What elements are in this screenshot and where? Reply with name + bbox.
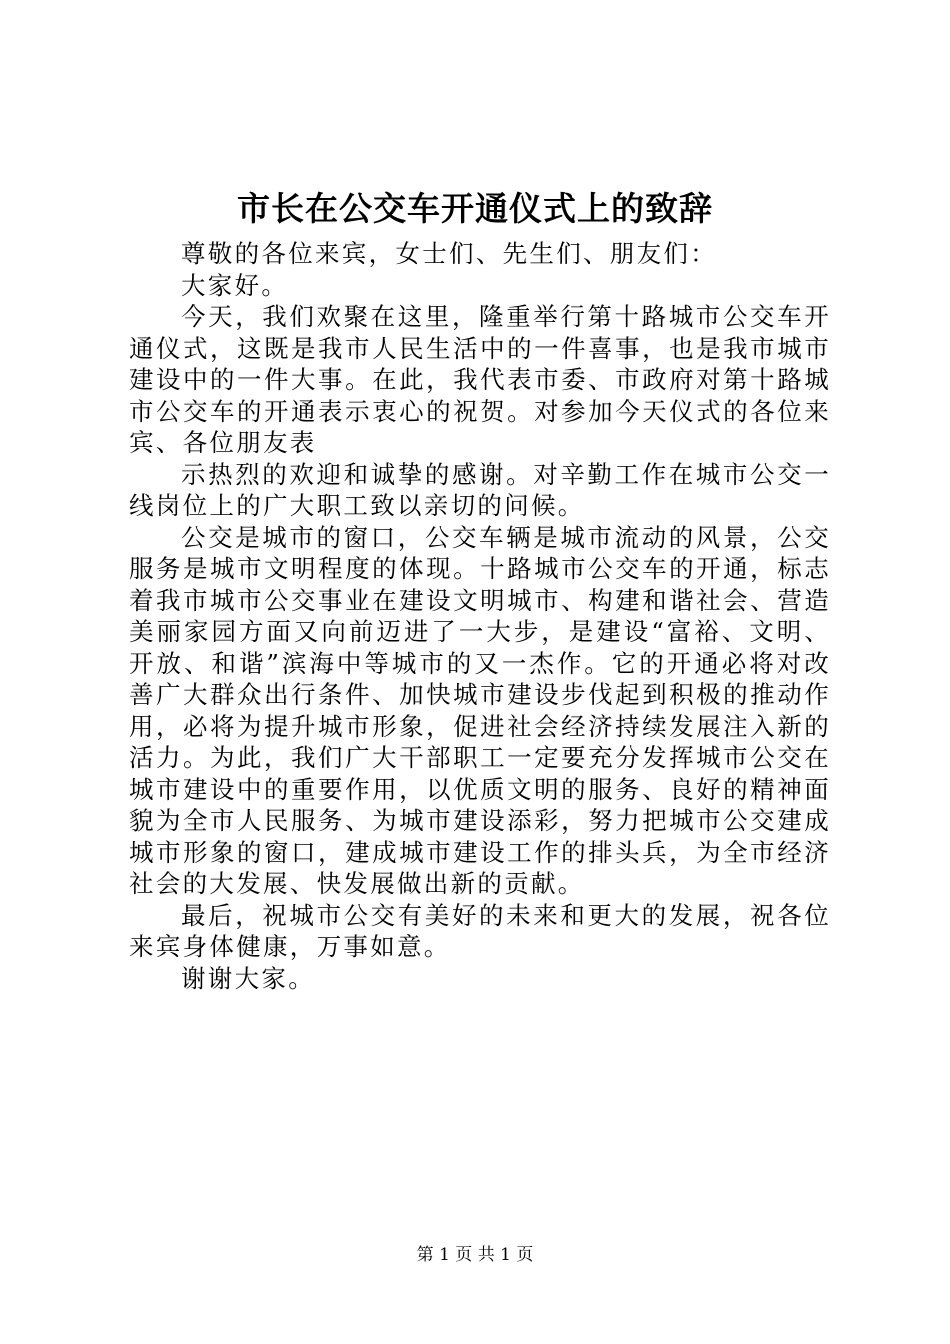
salutation-paragraph: 尊敬的各位来宾，女士们、先生们、朋友们：	[181, 239, 717, 268]
page-number-footer: 第 1 页 共 1 页	[416, 1245, 534, 1265]
closing-paragraph: 最后，祝城市公交有美好的未来和更大的发展，祝各位来宾身体健康，万事如意。	[129, 900, 831, 961]
thanks-paragraph: 谢谢大家。	[181, 963, 315, 993]
body-paragraph: 公交是城市的窗口，公交车辆是城市流动的风景，公交服务是城市文明程度的体现。十路城市公交车的开通，标志着我市城市公交事业在建设文明城市、构建和谐社会、营造美丽家园方面又向前迈进了一大步，是建设“富裕、文明、开放、和谐”滨海中等城市的又一杰作。它的开通必将对改善广大群众出行条件、加快城市建设步伐起到积极的推动作用，必将为提升城市形象，促进社会经济持续发展注入新的活力。为此，我们广大干部职工一定要充分发挥城市公交在城市建设中的重要作用，以优质文明的服务、良好的精神面貌为全市人民服务、为城市建设添彩，努力把城市公交建成城市形象的窗口，建成城市建设工作的排头兵，为全市经济社会的大发展、快发展做出新的贡献。	[129, 522, 831, 898]
document-title: 市长在公交车开通仪式上的致辞	[237, 189, 713, 228]
greeting-paragraph: 大家好。	[181, 270, 289, 300]
document-body	[129, 238, 831, 994]
body-paragraph: 示热烈的欢迎和诚挚的感谢。对辛勤工作在城市公交一线岗位上的广大职工致以亲切的问候。	[129, 459, 831, 520]
body-paragraph: 今天，我们欢聚在这里，隆重举行第十路城市公交车开通仪式，这既是我市人民生活中的一件喜事，也是我市城市建设中的一件大事。在此，我代表市委、市政府对第十路城市公交车的开通表示衷心的祝贺。对参加今天仪式的各位来宾、各位朋友表	[129, 302, 831, 457]
